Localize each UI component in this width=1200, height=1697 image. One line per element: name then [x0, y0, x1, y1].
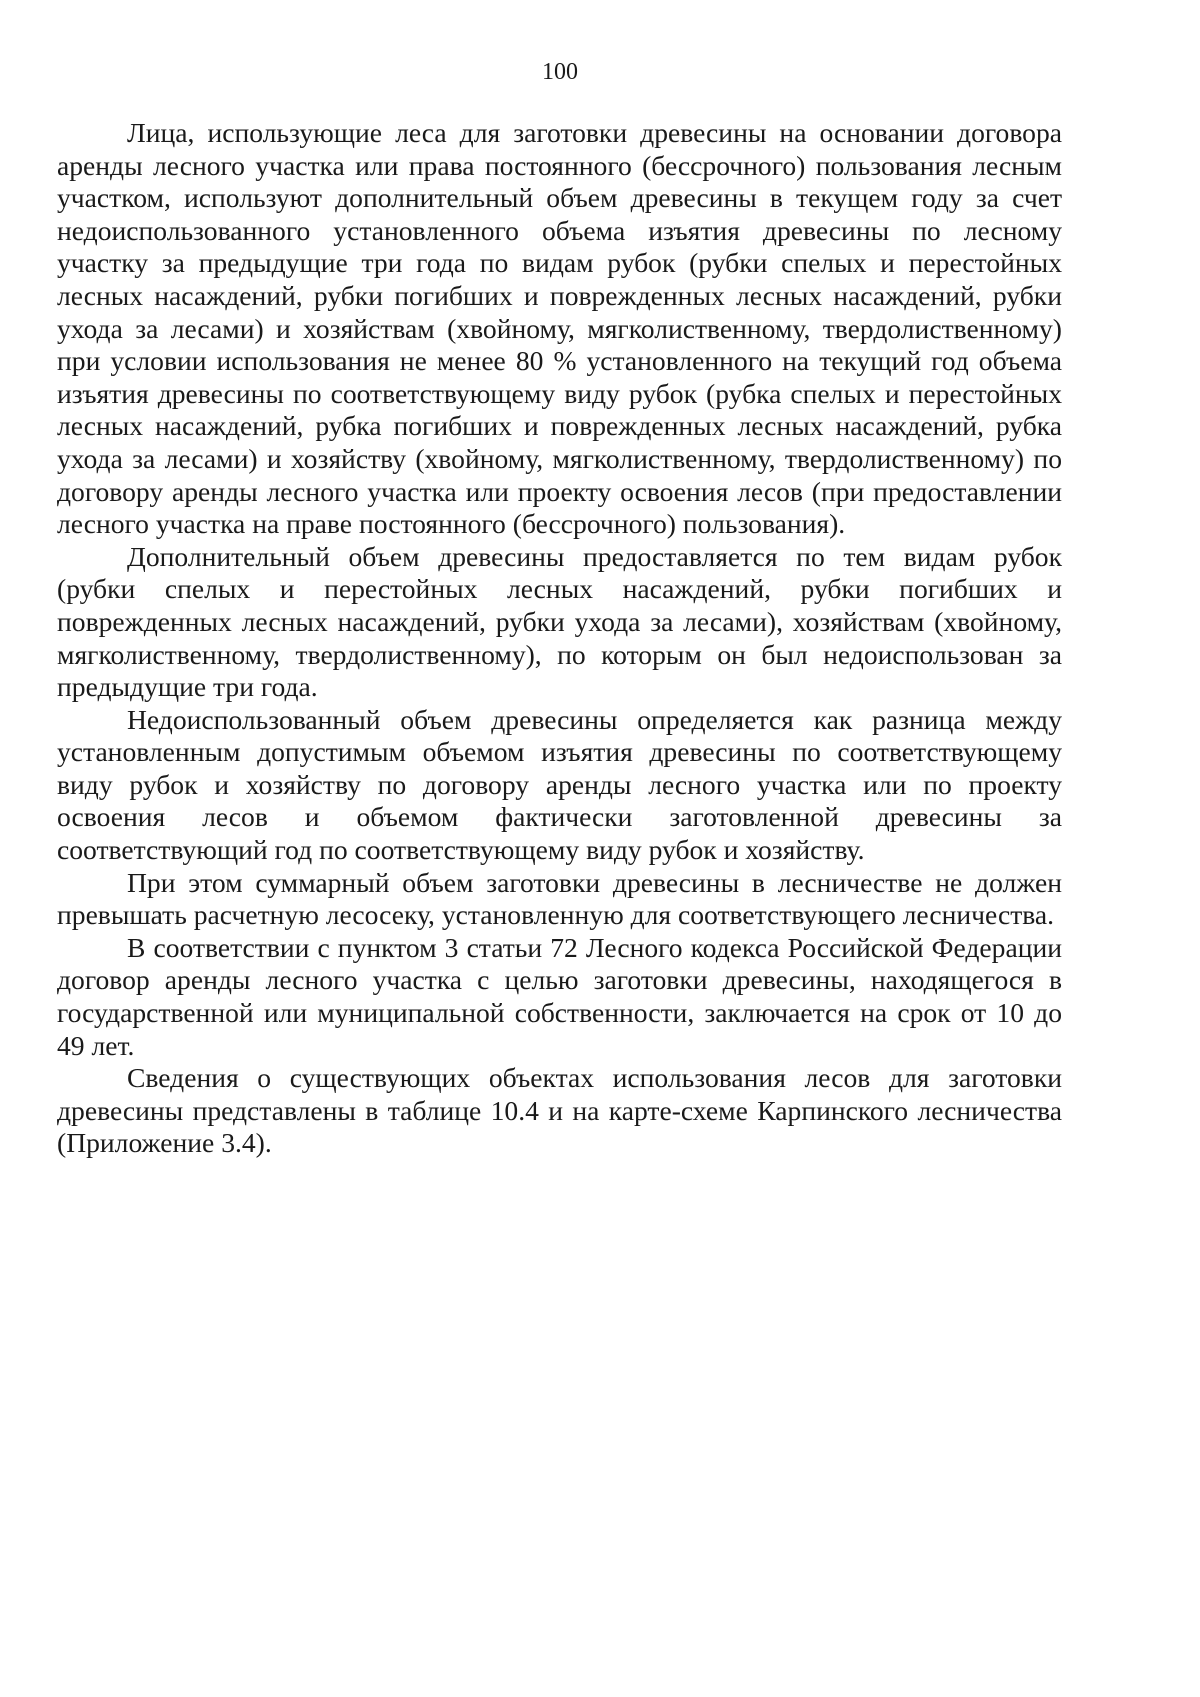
- paragraph-5: В соответствии с пунктом 3 статьи 72 Лесного кодекса Российской Федерации договор аренды лесного участка с целью заготовки древесины, находящегося в государственной или муниципальной собственности, заключается на срок от 10 до 49 лет.: [57, 931, 1062, 1061]
- paragraph-6: Сведения о существующих объектах использования лесов для заготовки древесины представлены в таблице 10.4 и на карте-схеме Карпинского лесничества (Приложение 3.4).: [57, 1062, 1062, 1159]
- document-body: [57, 117, 1062, 1160]
- paragraph-4: При этом суммарный объем заготовки древесины в лесничестве не должен превышать расчетную лесосеку, установленную для соответствующего лесничества.: [57, 866, 1062, 931]
- page-number: 100: [542, 59, 578, 85]
- paragraph-1: Лица, использующие леса для заготовки древесины на основании договора аренды лесного участка или права постоянного (бессрочного) пользования лесным участком, используют дополнительный объем древесины в текущем году за счет недоиспользованного установленного объема изъятия древесины по лесному участку за предыдущие три года по видам рубок (рубки спелых и перестойных лесных насаждений, рубки погибших и поврежденных лесных насаждений, рубки ухода за лесами) и хозяйствам (хвойному, мягколиственному, твердолиственному) при условии использования не менее 80 % установленного на текущий год объема изъятия древесины по соответствующему виду рубок (рубка спелых и перестойных лесных насаждений, рубка погибших и поврежденных лесных насаждений, рубка ухода за лесами) и хозяйству (хвойному, мягколиственному, твердолиственному) по договору аренды лесного участка или проекту освоения лесов (при предоставлении лесного участка на праве постоянного (бессрочного) пользования).: [57, 117, 1062, 540]
- paragraph-2: Дополнительный объем древесины предоставляется по тем видам рубок (рубки спелых и перестойных лесных насаждений, рубки погибших и поврежденных лесных насаждений, рубки ухода за лесами), хозяйствам (хвойному, мягколиственному, твердолиственному), по которым он был недоиспользован за предыдущие три года.: [57, 540, 1062, 703]
- paragraph-3: Недоиспользованный объем древесины определяется как разница между установленным допустимым объемом изъятия древесины по соответствующему виду рубок и хозяйству по договору аренды лесного участка или по проекту освоения лесов и объемом фактически заготовленной древесины за соответствующий год по соответствующему виду рубок и хозяйству.: [57, 703, 1062, 866]
